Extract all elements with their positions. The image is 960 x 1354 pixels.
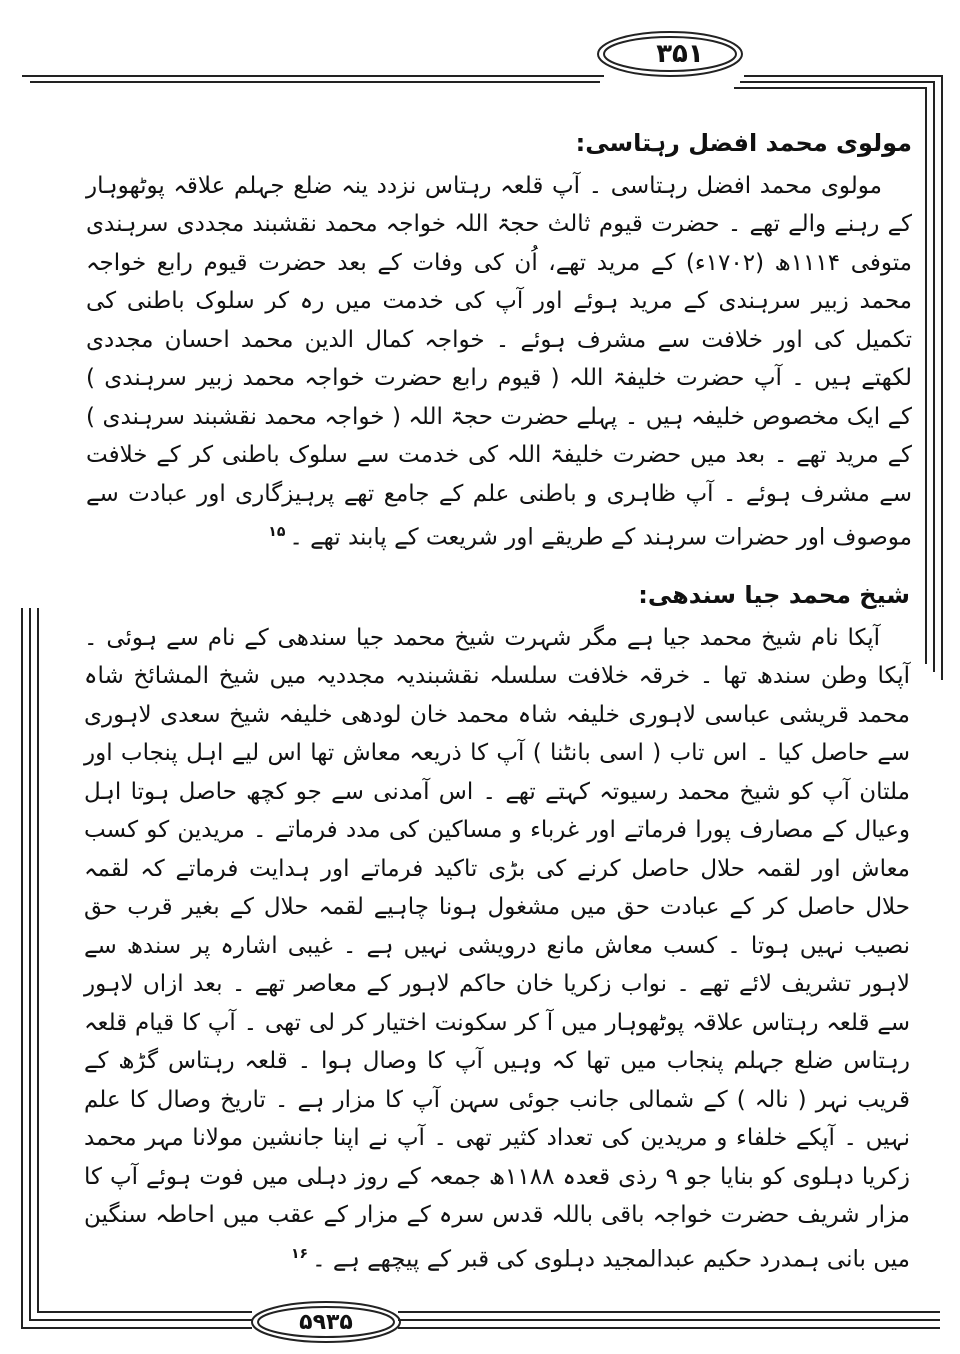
- section-heading: مولوی محمد افضل رہتاسی:: [575, 129, 912, 157]
- section-muhammad-afzal: [86, 124, 912, 557]
- footnote-marker: ۱۵: [268, 524, 286, 540]
- page-number: ۳۵۱: [656, 39, 704, 69]
- section-heading: شیخ محمد جیا سندھی:: [638, 581, 910, 609]
- paragraph-text: مولوی محمد افضل رہتاسی ۔ آپ قلعہ رہتاس نزدد ینہ ضلع جہلم علاقہ پوٹھوہار کے رہنے والے تھے ۔ حضرت قیوم ثالث حجۃ اللہ خواجہ محمد نقشبند مجددی سرہندی متوفی ۱۱۱۴ھ (۱۷۰۲ء) کے مرید تھے، اُن کی وفات کے بعد حضرت قیوم رابع خواجہ محمد زبیر سرہندی کے مرید ہوئے اور آپ کی خدمت میں رہ کر سلوک باطنی کی تکمیل کی اور خلافت سے مشرف ہوئے ۔ خواجہ کمال الدین محمد احسان مجددی لکھتے ہیں ۔ آپ حضرت خلیفۃ اللہ ( قیوم رابع حضرت خواجہ محمد زبیر سرہندی ) کے ایک مخصوص خلیفہ ہیں ۔ پہلے حضرت حجۃ اللہ ( خواجہ محمد نقشبند سرہندی ) کے مرید تھے ۔ بعد میں حضرت خلیفۃ اللہ کی خدمت سے سلوک باطنی کر کے خلافت سے مشرف ہوئے ۔ آپ ظاہری و باطنی علم کے جامع تھے پرہیزگاری اور عبادت سے موصوف اور حضرات سرہند کے طریقے اور شریعت کے پابند تھے ۔: [86, 172, 913, 551]
- section-paragraph: [86, 167, 912, 558]
- section-muhammad-jiya: [84, 576, 910, 1279]
- footnote-marker: ۱۶: [290, 1245, 309, 1262]
- section-paragraph: [84, 619, 910, 1279]
- paragraph-text: آپکا نام شیخ محمد جیا ہے مگر شہرت شیخ محمد جیا سندھی کے نام سے ہوئی ۔ آپکا وطن سندھ تھا ۔ خرقہ خلافت سلسلہ نقشبندیہ مجددیہ میں شیخ المشائخ شاہ محمد قریشی عباسی لاہوری خلیفہ شاہ محمد خان لودھی خلیفہ شیخ سعدی لاہوری سے حاصل کیا ۔ اس تاب ( اسی بانٹنا ) آپ کا ذریعہ معاش تھا اس لیے اہل پنجاب اور ملتان آپ کو شیخ محمد رسیوتہ کہتے تھے ۔ اس آمدنی سے جو کچھ حاصل ہوتا اہل وعیال کے مصارف پورا فرماتے اور غرباء و مساکین کی مدد فرماتے ۔ مریدین کو کسب معاش اور لقمہ حلال حاصل کرنے کی بڑی تاکید فرماتے اور ہدایت فرماتے کہ لقمہ حلال حاصل کر کے عبادت حق میں مشغول ہونا چاہیے لقمہ حلال کے بغیر قرب حق نصیب نہیں ہوتا ۔ کسب معاش مانع درویشی نہیں ہے ۔ غیبی اشارہ پر سندھ سے لاہور تشریف لائے تھے ۔ نواب زکریا خان حاکم لاہور کے معاصر تھے ۔ بعد ازاں لاہور سے قلعہ رہتاس علاقہ پوٹھوہار میں آ کر سکونت اختیار کر لی تھی ۔ آپ کا قیام قلعہ رہتاس ضلع جہلم پنجاب میں تھا کہ وہیں آپ کا وصال ہوا ۔ قلعہ رہتاس گڑھ کے قریب نہر ( نالہ ) کے شمالی جانب جوئی سہن آپ کا مزار ہے ۔ تاریخ وصال کا علم نہیں ۔ آپکے خلفاء و مریدین کی تعداد کثیر تھی ۔ آپ نے اپنا جانشین مولانا مہر محمد زکریا دہلوی کو بنایا جو ۹ رذی قعدہ ۱۱۸۸ھ جمعہ کے روز دہلی میں فوت ہوئے آپ کا مزار شریف حضرت خواجہ باقی باللہ قدس سرہ کے مزار کے عقب میں احاطہ سنگین میں بانی ہمدرد حکیم عبدالمجید دہلوی کی قبر کے پیچھے ہے ۔: [84, 624, 910, 1273]
- footer-code: ۵۹۳۵: [299, 1309, 353, 1335]
